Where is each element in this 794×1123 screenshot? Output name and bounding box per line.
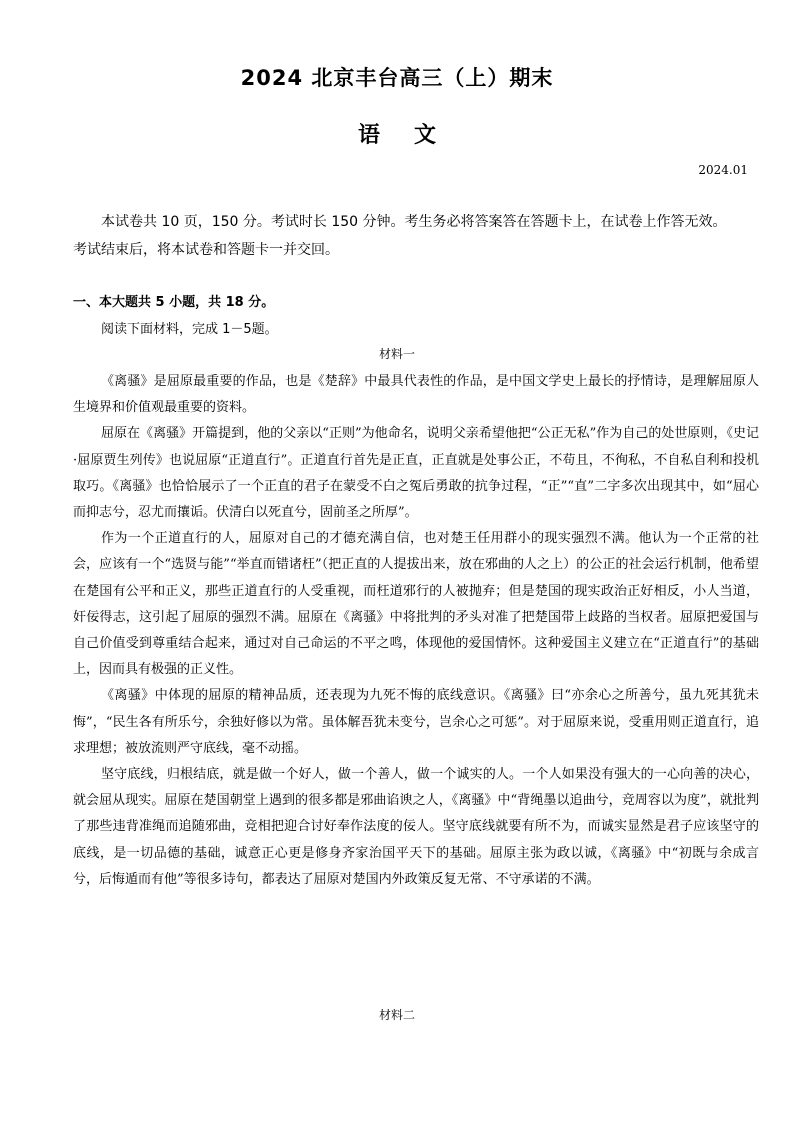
section-heading: 一、本大题共 5 小题，共 18 分。	[73, 295, 275, 310]
subject-title: 语文	[357, 123, 470, 148]
exam-notice	[73, 208, 761, 264]
material-1-paragraph: 作为一个正道直行的人，屈原对自己的才德充满自信，也对楚王任用群小的现实强烈不满。他认为一个正常的社会，应该有一个“选贤与能”“举直而错诸枉”（把正直的人提拔出来，放在邪曲的人之上）的公正的社会运行机制，他希望在楚国有公平和正义，那些正道直行的人受重视，而枉道邪行的人被抛弃；但是楚国的现实政治正好相反，小人当道，奸佞得志，这引起了屈原的强烈不满。屈原在《离骚》中将批判的矛头对准了把楚国带上歧路的当权者。屈原把爱国与自己价值受到尊重结合起来，通过对自己命运的不平之鸣，体现他的爱国情怀。这种爱国主义建立在“正道直行”的基础上，因而具有极强的正义性。	[73, 531, 759, 678]
notice-line-2: 考试结束后，将本试卷和答题卡一并交回。	[73, 242, 339, 258]
material-1-paragraph: 《离骚》中体现的屈原的精神品质，还表现为九死不悔的底线意识。《离骚》曰“亦余心之所善兮，虽九死其犹未悔”，“民生各有所乐兮，余独好修以为常。虽体解吾犹未变兮，岂余心之可惩”。对于屈原来说，受重用则正道直行，追求理想；被放流则严守底线，毫不动摇。	[73, 688, 759, 756]
exam-date: 2024.01	[698, 163, 748, 177]
material-1-paragraph: 《离骚》是屈原最重要的作品，也是《楚辞》中最具代表性的作品，是中国文学史上最长的抒情诗，是理解屈原人生境界和价值观最重要的资料。	[73, 374, 759, 416]
exam-title: 2024 北京丰台高三（上）期末	[240, 66, 554, 90]
notice-line-1: 本试卷共 10 页，150 分。考试时长 150 分钟。考生务必将答案答在答题卡上，在试卷上作答无效。	[101, 214, 727, 230]
material-1-body	[73, 369, 759, 893]
material-1-title: 材料一	[378, 347, 415, 361]
section-instruction: 阅读下面材料，完成 1－5题。	[101, 322, 278, 337]
material-1-paragraph: 坚守底线，归根结底，就是做一个好人，做一个善人，做一个诚实的人。一个人如果没有强大的一心向善的决心，就会屈从现实。屈原在楚国朝堂上遇到的很多都是邪曲谄谀之人，《离骚》中“背绳墨以追曲兮，竞周容以为度”，就批判了那些违背准绳而追随邪曲，竞相把迎合讨好奉作法度的佞人。坚守底线就要有所不为，而诚实显然是君子应该坚守的底线，是一切品德的基础，诚意正心更是修身齐家治国平天下的基础。屈原主张为政以诚，《离骚》中“初既与余成言兮，后悔遁而有他”等很多诗句，都表达了屈原对楚国内外政策反复无常、不守承诺的不满。	[73, 767, 759, 887]
material-1-paragraph: 屈原在《离骚》开篇提到，他的父亲以“正则”为他命名，说明父亲希望他把“公正无私”作为自己的处世原则，《史记·屈原贾生列传》也说屈原“正道直行”。正道直行首先是正直，正直就是处事公正，不苟且，不徇私，不自私自利和投机取巧。《离骚》也恰恰展示了一个正直的君子在蒙受不白之冤后勇敢的抗争过程，“正”“直”二字多次出现其中，如“屈心而抑志兮，忍尤而攘诟。伏清白以死直兮，固前圣之所厚”。	[73, 426, 759, 521]
material-2-title: 材料二	[378, 1008, 415, 1022]
